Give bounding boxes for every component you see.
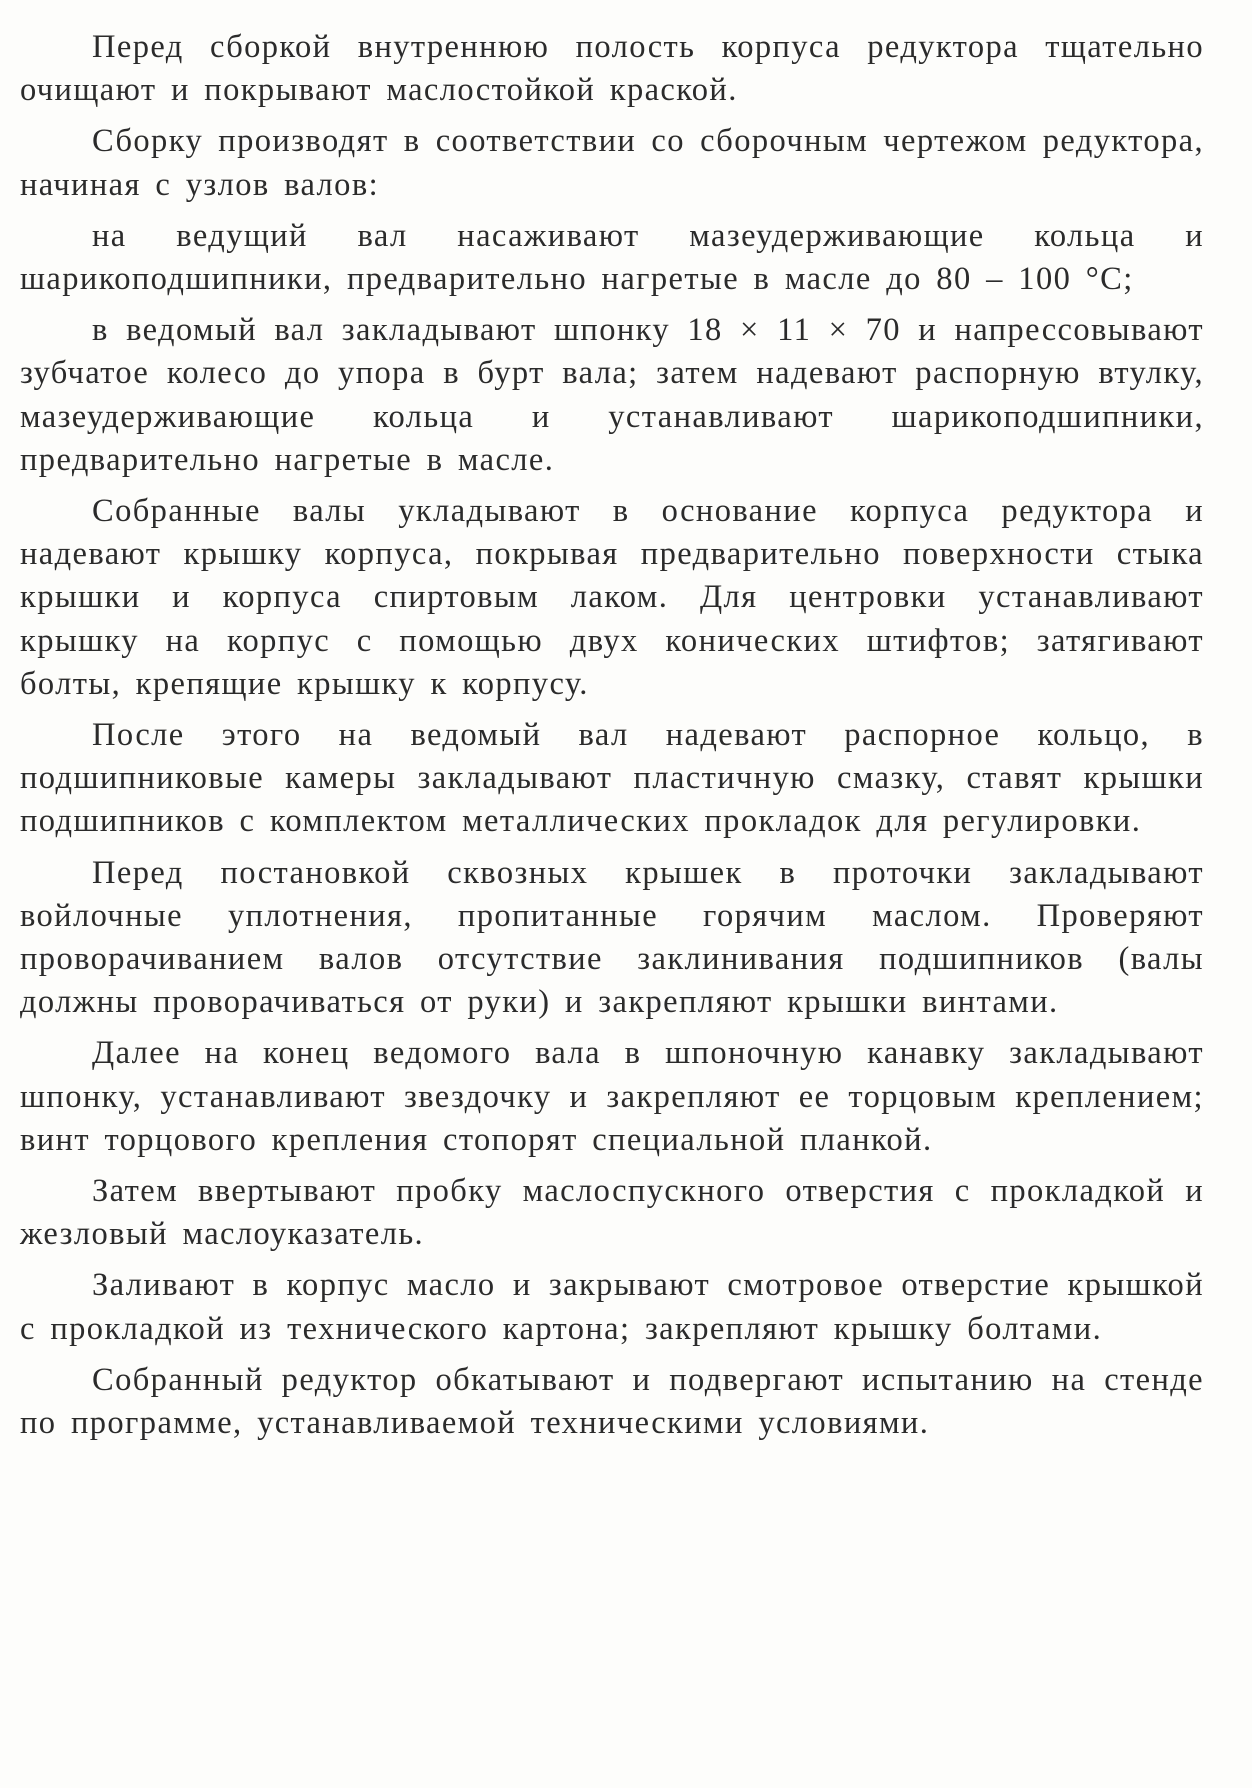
paragraph-testing: Собранный редуктор обкатывают и подвергают испытанию на стенде по программе, устанавливаемой техническими условиями. (20, 1361, 1204, 1442)
paragraph-assembly-order: Сборку производят в соответствии со сборочным чертежом редуктора, начиная с узлов валов: (20, 123, 1204, 203)
paragraph-driven-shaft: в ведомый вал закладывают шпонку 18 × 11 × 70 и напрессовывают зубчатое колесо до упора в бурт вала; затем надевают распорную втулку, мазеудерживающие кольца и устанавливают шарикоподшипники, предварительно нагретые в масле. (20, 312, 1204, 478)
paragraph-drive-shaft: на ведущий вал насаживают мазеудерживающие кольца и шарикоподшипники, предварительно нагретые в масле до 80 – 100 °С; (20, 217, 1204, 298)
paragraph-drain-plug: Затем ввертывают пробку маслоспускного отверстия с прокладкой и жезловый маслоуказатель. (20, 1173, 1204, 1253)
paragraph-seals: Перед постановкой сквозных крышек в проточки закладывают войлочные уплотнения, пропитанные горячим маслом. Проверяют проворачиванием валов отсутствие заклинивания подшипников (валы должны проворачиваться от руки) и закрепляют крышки винтами. (20, 854, 1204, 1021)
paragraph-cleaning: Перед сборкой внутреннюю полость корпуса редуктора тщательно очищают и покрывают маслостойкой краской. (20, 29, 1204, 109)
paragraph-bearing-caps: После этого на ведомый вал надевают распорное кольцо, в подшипниковые камеры закладывают пластичную смазку, ставят крышки подшипников с комплектом металлических прокладок для регулировки. (20, 717, 1204, 840)
paragraph-sprocket: Далее на конец ведомого вала в шпоночную канавку закладывают шпонку, устанавливают звездочку и закрепляют ее торцовым креплением; винт торцового крепления стопорят специальной планкой. (20, 1035, 1204, 1158)
paragraph-housing-cover: Собранные валы укладывают в основание корпуса редуктора и надевают крышку корпуса, покрывая предварительно поверхности стыка крышки и корпуса спиртовым лаком. Для центровки устанавливают крышку на корпус с помощью двух конических штифтов; затягивают болты, крепящие крышку к корпусу. (20, 493, 1204, 702)
paragraph-oil-fill: Заливают в корпус масло и закрывают смотровое отверстие крышкой с прокладкой из технического картона; закрепляют крышку болтами. (20, 1267, 1204, 1347)
body-text (20, 26, 1204, 1453)
